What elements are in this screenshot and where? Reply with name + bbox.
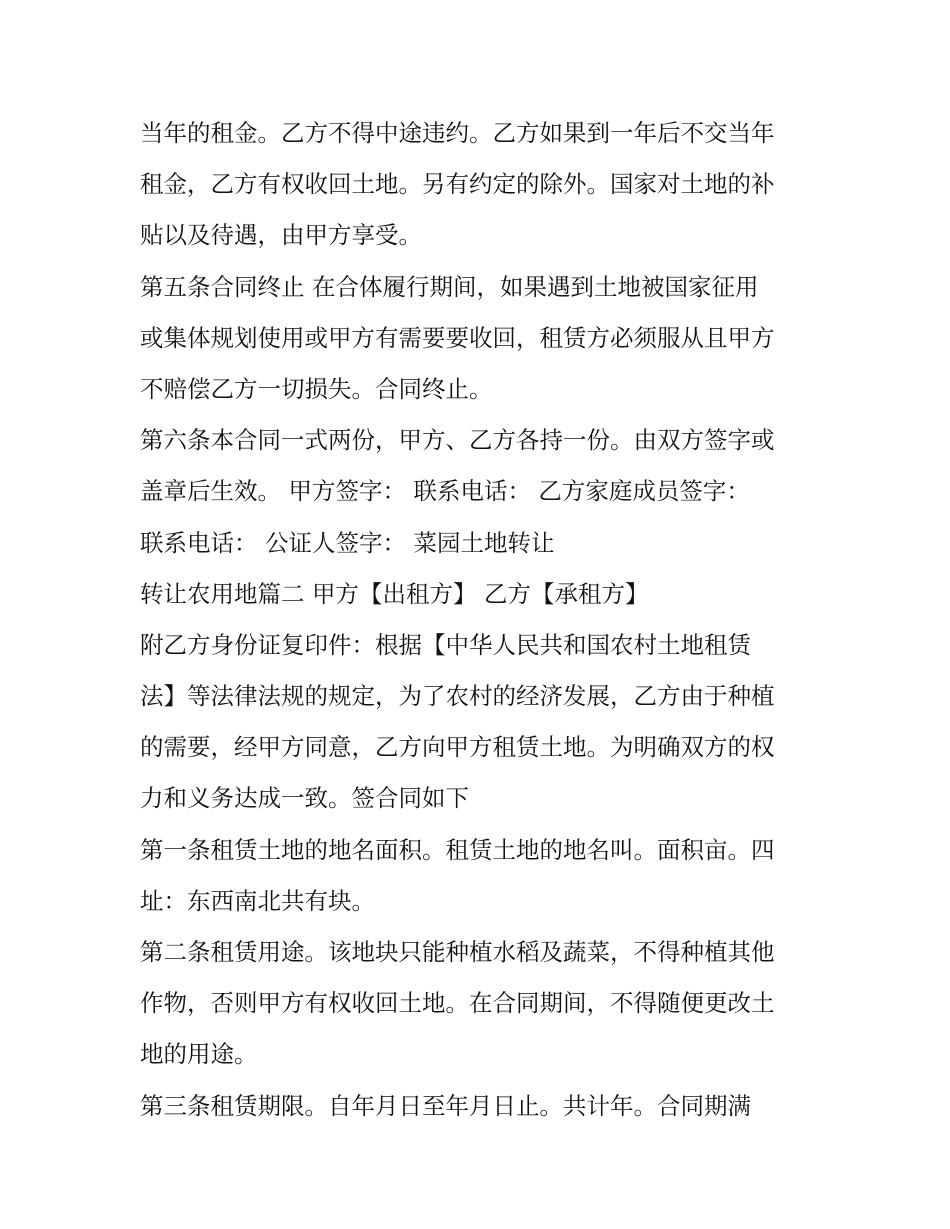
text-line: 盖章后生效。 甲方签字： 联系电话： 乙方家庭成员签字： — [140, 477, 750, 506]
text-line: 第六条本合同一式两份，甲方、乙方各持一份。由双方签字或 — [140, 426, 775, 455]
text-line: 联系电话： 公证人签字： 菜园土地转让 — [140, 528, 555, 557]
text-line: 的需要，经甲方同意，乙方向甲方租赁土地。为明确双方的权 — [140, 733, 775, 762]
text-line: 或集体规划使用或甲方有需要要收回，租赁方必须服从且甲方 — [140, 323, 775, 352]
text-line: 当年的租金。乙方不得中途违约。乙方如果到一年后不交当年 — [140, 119, 775, 147]
text-line: 租金，乙方有权收回土地。另有约定的除外。国家对土地的补 — [140, 170, 775, 199]
text-line: 址：东西南北共有块。 — [140, 886, 375, 915]
text-line: 第二条租赁用途。该地块只能种植水稻及蔬菜，不得种植其他 — [140, 938, 775, 966]
text-line: 法】等法律法规的规定，为了农村的经济发展，乙方由于种植 — [140, 682, 775, 711]
text-line: 地的用途。 — [140, 1040, 258, 1069]
document-body — [140, 108, 830, 1132]
text-line: 作物，否则甲方有权收回土地。在合同期间，不得随便更改土 — [140, 989, 775, 1018]
text-line: 第五条合同终止 在合体履行期间，如果遇到土地被国家征用 — [140, 272, 759, 301]
text-line: 力和义务达成一致。签合同如下 — [140, 784, 469, 813]
text-line: 第一条租赁土地的地名面积。租赁土地的地名叫。面积亩。四 — [140, 835, 775, 864]
text-line: 不赔偿乙方一切损失。合同终止。 — [140, 374, 493, 403]
text-line: 附乙方身份证复印件：根据【中华人民共和国农村土地租赁 — [140, 630, 751, 659]
text-line: 第三条租赁期限。自年月日至年月日止。共计年。合同期满 — [140, 1091, 751, 1120]
text-line: 贴以及待遇，由甲方享受。 — [140, 221, 422, 250]
text-line: 转让农用地篇二 甲方【出租方】 乙方【承租方】 — [140, 579, 649, 608]
